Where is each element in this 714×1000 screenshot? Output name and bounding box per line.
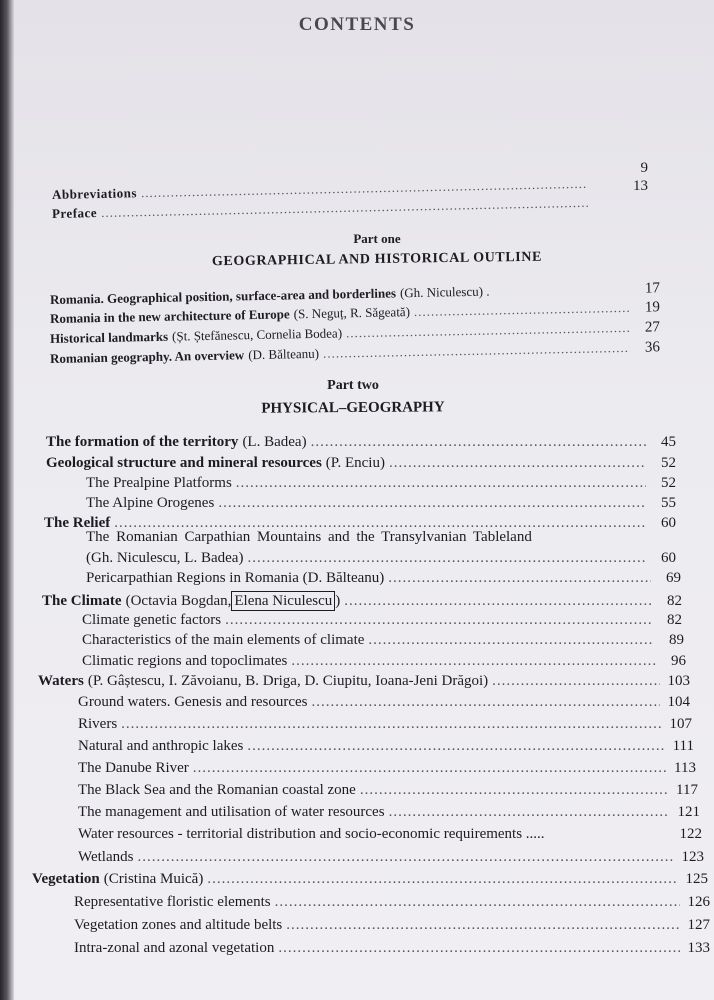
toc-subentry[interactable] [86, 474, 676, 492]
toc-entry[interactable] [38, 672, 690, 690]
dot-leader [193, 759, 666, 777]
entry-title: Climate genetic factors [82, 612, 222, 628]
toc-subentry[interactable] [86, 549, 676, 567]
toc-entry[interactable] [32, 870, 708, 888]
toc-subentry[interactable] [82, 611, 682, 629]
toc-subentry[interactable] [82, 631, 684, 649]
page-number: 123 [681, 849, 704, 865]
part-two-label: Part two [327, 378, 379, 393]
entry-title: Characteristics of the main elements of climate [82, 632, 365, 648]
entry-title: Rivers [78, 716, 118, 732]
part-two-heading: PHYSICAL–GEOGRAPHY [261, 399, 445, 417]
dot-leader [137, 848, 674, 866]
toc-subentry[interactable] [78, 825, 702, 843]
entry-authors: (D. Bălteanu) [248, 345, 320, 363]
entry-title: Geological structure and mineral resources [46, 455, 322, 471]
page-number: 55 [661, 495, 676, 511]
highlighted-author: Elena Niculescu [231, 591, 335, 611]
entry-title: Preface [51, 205, 98, 221]
entry-title: Abbreviations [51, 185, 138, 202]
page-number: 89 [669, 632, 684, 648]
page-number: 121 [677, 804, 700, 820]
dot-leader [492, 672, 660, 690]
entry-title: The formation of the territory [46, 434, 239, 450]
entry-title: Historical landmarks [49, 328, 169, 346]
dot-leader [247, 737, 664, 755]
entry-authors: (Gh. Niculescu, L. Badea) [86, 550, 244, 566]
entry-title: Intra-zonal and azonal vegetation [74, 940, 275, 956]
dot-leader [291, 652, 656, 670]
toc-subentry-line[interactable] [86, 528, 676, 546]
toc-subentry[interactable] [74, 916, 710, 934]
dot-leader [344, 592, 652, 610]
entry-authors: (S. Neguț, R. Săgeată) [293, 304, 411, 322]
entry-title: Romania. Geographical position, surface-area and borderlines [49, 285, 397, 307]
entry-title: Romanian geography. An overview [49, 347, 245, 366]
entry-title: The Danube River [78, 760, 189, 776]
dot-leader [286, 916, 680, 934]
page-number: 133 [687, 940, 710, 956]
entry-title: The Alpine Orogenes [86, 495, 215, 511]
page-number: 82 [667, 593, 682, 609]
page-number: 45 [661, 434, 676, 450]
dot-leader [218, 494, 646, 512]
dot-leader [278, 939, 680, 957]
dot-leader [389, 454, 646, 472]
dot-leader [368, 631, 654, 649]
toc-subentry[interactable] [78, 737, 694, 755]
entry-authors: (Octavia Bogdan, [125, 593, 232, 609]
toc-subentry[interactable] [78, 759, 696, 777]
page-number: 52 [661, 475, 676, 491]
page-number: 125 [685, 871, 708, 887]
page-number: 117 [676, 782, 698, 798]
entry-title: Waters [38, 673, 84, 689]
toc-subentry[interactable] [74, 893, 710, 911]
dot-leader [121, 715, 662, 733]
page-number: 13 [633, 178, 648, 194]
dot-leader [275, 893, 680, 911]
page-number: 113 [674, 760, 696, 776]
dot-leader [389, 803, 670, 821]
entry-title: Climatic regions and topoclimates [82, 653, 288, 669]
page-number: 122 [679, 826, 702, 842]
entry-title: Representative floristic elements [74, 894, 271, 910]
toc-subentry[interactable] [78, 848, 704, 866]
page-title: CONTENTS [298, 14, 416, 35]
page-number: 96 [671, 653, 686, 669]
page-number: 126 [687, 894, 710, 910]
toc-subentry[interactable] [78, 693, 690, 711]
entry-authors: (L. Badea) [242, 434, 307, 450]
entry-authors-close: ) [335, 593, 341, 609]
page-number: 17 [644, 280, 661, 297]
entry-title: The Prealpine Platforms [86, 475, 232, 491]
page-number: 111 [672, 738, 694, 754]
page-number: 82 [667, 612, 682, 628]
toc-entry[interactable] [42, 591, 682, 611]
entry-title: Romania in the new architecture of Europe [49, 306, 290, 326]
page-number: 52 [661, 455, 676, 471]
page-number: 36 [644, 339, 661, 356]
toc-subentry[interactable] [78, 803, 700, 821]
toc-subentry[interactable] [86, 569, 681, 587]
dot-leader [207, 870, 678, 888]
entry-title: The Relief [44, 515, 111, 531]
page-number: 60 [661, 550, 676, 566]
entry-authors: (Cristina Muică) [103, 871, 204, 887]
page-number: 103 [667, 673, 690, 689]
page-number: 69 [666, 570, 681, 586]
toc-entry[interactable] [46, 454, 676, 472]
part-one-label: Part one [353, 231, 401, 246]
toc-subentry[interactable] [74, 939, 710, 957]
dot-leader [312, 693, 660, 711]
entry-authors: (P. Gâștescu, I. Zăvoianu, B. Driga, D. Ciupitu, Ioana-Jeni Drăgoi) [87, 673, 489, 689]
dot-leader [414, 299, 630, 321]
page-number: 9 [640, 160, 648, 176]
toc-subentry[interactable] [78, 715, 692, 733]
toc-entry[interactable] [46, 433, 676, 451]
page-number: 27 [644, 319, 661, 336]
toc-subentry[interactable] [86, 494, 676, 512]
entry-title: Natural and anthropic lakes [78, 738, 244, 754]
dot-leader [323, 339, 630, 363]
page-number: 107 [669, 716, 692, 732]
toc-subentry[interactable] [78, 781, 698, 799]
entry-title: Vegetation [32, 871, 100, 887]
entry-authors: (Șt. Ștefănescu, Cornelia Bodea) [171, 325, 343, 344]
entry-authors: (Gh. Niculescu) . [399, 283, 490, 301]
dot-leader [236, 474, 646, 492]
dot-leader [388, 569, 651, 587]
entry-title: The Romanian Carpathian Mountains and the Transylvanian Tableland [86, 529, 532, 545]
entry-title: The management and utilisation of water resources [78, 804, 385, 820]
page-number: 127 [687, 917, 710, 933]
dot-leader [311, 433, 646, 451]
entry-title: Ground waters. Genesis and resources [78, 694, 308, 710]
entry-title: The Climate [42, 593, 122, 609]
dot-leader [360, 781, 668, 799]
entry-title: Wetlands [78, 849, 134, 865]
entry-title: Vegetation zones and altitude belts [74, 917, 283, 933]
book-binding-edge [0, 0, 14, 1000]
toc-subentry[interactable] [82, 652, 686, 670]
dot-leader [247, 549, 646, 567]
dot-leader [225, 611, 652, 629]
page-number: 104 [667, 694, 690, 710]
page-number: 60 [661, 515, 676, 531]
entry-title: Pericarpathian Regions in Romania (D. Bălteanu) [86, 570, 385, 586]
part-one-heading: GEOGRAPHICAL AND HISTORICAL OUTLINE [211, 249, 543, 270]
entry-title: Water resources - territorial distribution and socio-economic requirements ..... [78, 826, 545, 842]
page-number: 19 [644, 299, 661, 316]
entry-title: The Black Sea and the Romanian coastal zone [78, 782, 356, 798]
entry-authors: (P. Enciu) [325, 455, 385, 471]
